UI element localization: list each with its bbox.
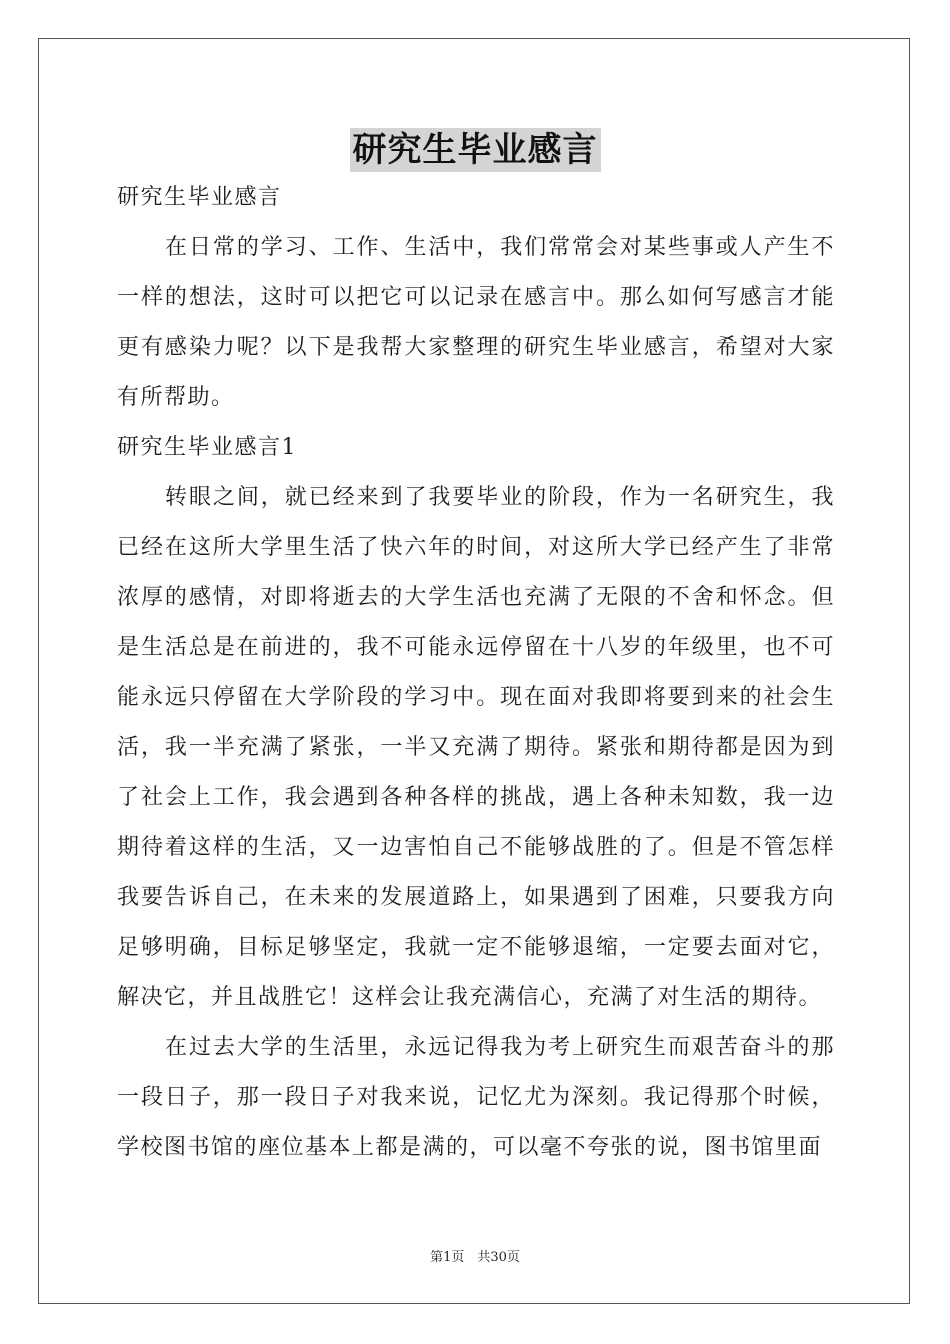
body-paragraph: 在过去大学的生活里，永远记得我为考上研究生而艰苦奋斗的那一段日子，那一段日子对我来说，记忆尤为深刻。我记得那个时候，学校图书馆的座位基本上都是满的，可以毫不夸张的说，图书馆里面 xyxy=(117,1035,835,1160)
page-footer: 第1页 共30页 xyxy=(430,1250,520,1265)
subtitle-paragraph: 研究生毕业感言 xyxy=(117,185,282,210)
body-paragraph: 转眼之间，就已经来到了我要毕业的阶段，作为一名研究生，我已经在这所大学里生活了快六年的时间，对这所大学已经产生了非常浓厚的感情，对即将逝去的大学生活也充满了无限的不舍和怀念。但是生活总是在前进的，我不可能永远停留在十八岁的年级里，也不可能永远只停留在大学阶段的学习中。现在面对我即将要到来的社会生活，我一半充满了紧张，一半又充满了期待。紧张和期待都是因为到了社会上工作，我会遇到各种各样的挑战，遇上各种未知数，我一边期待着这样的生活，又一边害怕自己不能够战胜的了。但是不管怎样我要告诉自己，在未来的发展道路上，如果遇到了困难，只要我方向足够明确，目标足够坚定，我就一定不能够退缩，一定要去面对它，解决它，并且战胜它！这样会让我充满信心，充满了对生活的期待。 xyxy=(117,485,835,1010)
document-body xyxy=(117,173,835,1173)
section-heading: 研究生毕业感言1 xyxy=(117,435,297,460)
document-title-text: 研究生毕业感言 xyxy=(350,128,601,172)
intro-paragraph: 在日常的学习、工作、生活中，我们常常会对某些事或人产生不一样的想法，这时可以把它可以记录在感言中。那么如何写感言才能更有感染力呢？以下是我帮大家整理的研究生毕业感言，希望对大家有所帮助。 xyxy=(117,235,835,410)
document-title xyxy=(0,128,950,172)
